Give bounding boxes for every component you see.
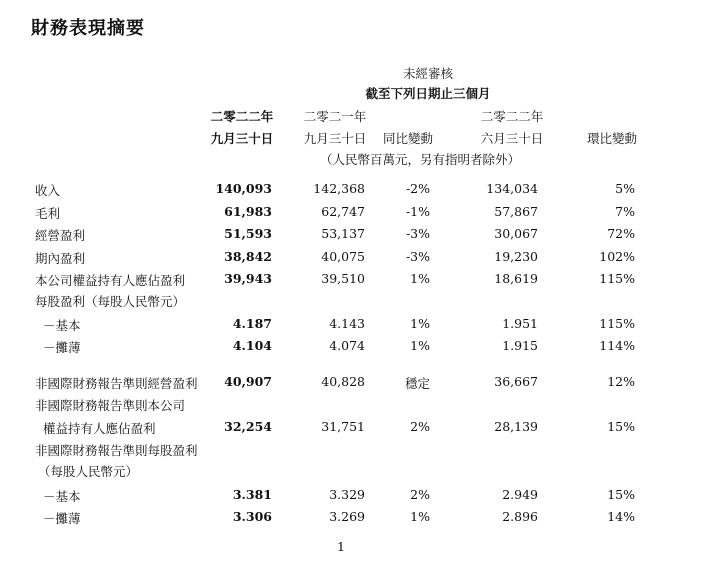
cell: 36,667 (494, 374, 538, 389)
cell: -1% (405, 204, 430, 219)
cell: 18,619 (494, 271, 538, 286)
cell: 57,867 (494, 204, 538, 219)
cell: 1% (410, 316, 430, 331)
col4-year: 二零二二年 (480, 109, 544, 124)
cell: 19,230 (494, 249, 538, 264)
page-title: 財務表現摘要 (31, 18, 145, 39)
row-label-nonifrs-eps: 非國際財務報告準則每股盈利 (35, 443, 198, 458)
cell: 51,593 (224, 226, 272, 241)
cell: 4.143 (329, 316, 365, 331)
cell: 7% (615, 204, 635, 219)
row-label-gross-profit: 毛利 (35, 206, 61, 221)
cell: -2% (405, 181, 430, 196)
cell: 12% (607, 374, 635, 389)
cell: 4.104 (232, 338, 272, 353)
cell: 穩定 (404, 376, 430, 391)
row-label-operating-profit: 經營盈利 (35, 228, 86, 243)
cell: 5% (615, 181, 635, 196)
cell: 31,751 (321, 419, 365, 434)
cell: 2.949 (502, 487, 538, 502)
cell: 3.329 (329, 487, 365, 502)
period-header: 截至下列日期止三個月 (365, 86, 491, 101)
cell: 30,067 (494, 226, 538, 241)
cell: 72% (607, 226, 635, 241)
cell: 1% (410, 271, 430, 286)
cell: 1.951 (502, 316, 538, 331)
cell: 32,254 (224, 419, 272, 434)
cell: 28,139 (494, 419, 538, 434)
row-label-period-profit: 期內盈利 (35, 251, 86, 266)
row-label-revenue: 收入 (35, 183, 61, 198)
cell: 115% (599, 271, 635, 286)
cell: 39,943 (224, 271, 272, 286)
cell: 2% (410, 419, 430, 434)
cell: 115% (599, 316, 635, 331)
cell: 134,034 (486, 181, 538, 196)
cell: 40,907 (224, 374, 272, 389)
row-label-eps-diluted: －攤薄 (43, 340, 81, 355)
cell: 15% (607, 419, 635, 434)
page-number: 1 (337, 539, 345, 554)
row-label-nonifrs-operating: 非國際財務報告準則經營盈利 (35, 376, 198, 391)
cell: 1.915 (502, 338, 538, 353)
cell: 1% (410, 509, 430, 524)
col4-date: 六月三十日 (480, 131, 544, 146)
cell: 140,093 (215, 181, 272, 196)
cell: 114% (599, 338, 635, 353)
cell: 15% (607, 487, 635, 502)
cell: 4.074 (329, 338, 365, 353)
row-label-attributable-profit: 本公司權益持有人應佔盈利 (35, 273, 186, 288)
row-label-nonifrs-basic: －基本 (43, 489, 81, 504)
col1-year: 二零二二年 (210, 109, 274, 124)
row-label-eps-basic: －基本 (43, 318, 81, 333)
cell: 3.306 (232, 509, 272, 524)
col3-header: 同比變動 (382, 131, 434, 146)
cell: 4.187 (232, 316, 272, 331)
cell: 62,747 (321, 204, 365, 219)
cell: 1% (410, 338, 430, 353)
unaudited-header: 未經審核 (402, 66, 454, 81)
cell: 102% (599, 249, 635, 264)
unit-note: （人民幣百萬元，另有指明者除外） (319, 152, 521, 167)
cell: 61,983 (224, 204, 272, 219)
cell: 40,828 (321, 374, 365, 389)
cell: 2% (410, 487, 430, 502)
row-label-nonifrs-company: 非國際財務報告準則本公司 (35, 398, 186, 413)
cell: 39,510 (321, 271, 365, 286)
cell: 53,137 (321, 226, 365, 241)
cell: 40,075 (321, 249, 365, 264)
row-label-eps: 每股盈利（每股人民幣元） (35, 294, 186, 309)
row-label-nonifrs-attributable: 權益持有人應佔盈利 (43, 421, 156, 436)
cell: 142,368 (313, 181, 365, 196)
cell: 2.896 (502, 509, 538, 524)
cell: 38,842 (224, 249, 272, 264)
col2-date: 九月三十日 (303, 131, 367, 146)
cell: 3.269 (329, 509, 365, 524)
cell: 14% (607, 509, 635, 524)
col2-year: 二零二一年 (303, 109, 367, 124)
row-label-nonifrs-eps-unit: （每股人民幣元） (38, 464, 139, 479)
cell: -3% (405, 226, 430, 241)
col5-header: 環比變動 (586, 131, 638, 146)
cell: 3.381 (232, 487, 272, 502)
col1-date: 九月三十日 (210, 131, 274, 146)
row-label-nonifrs-diluted: －攤薄 (43, 511, 81, 526)
cell: -3% (405, 249, 430, 264)
